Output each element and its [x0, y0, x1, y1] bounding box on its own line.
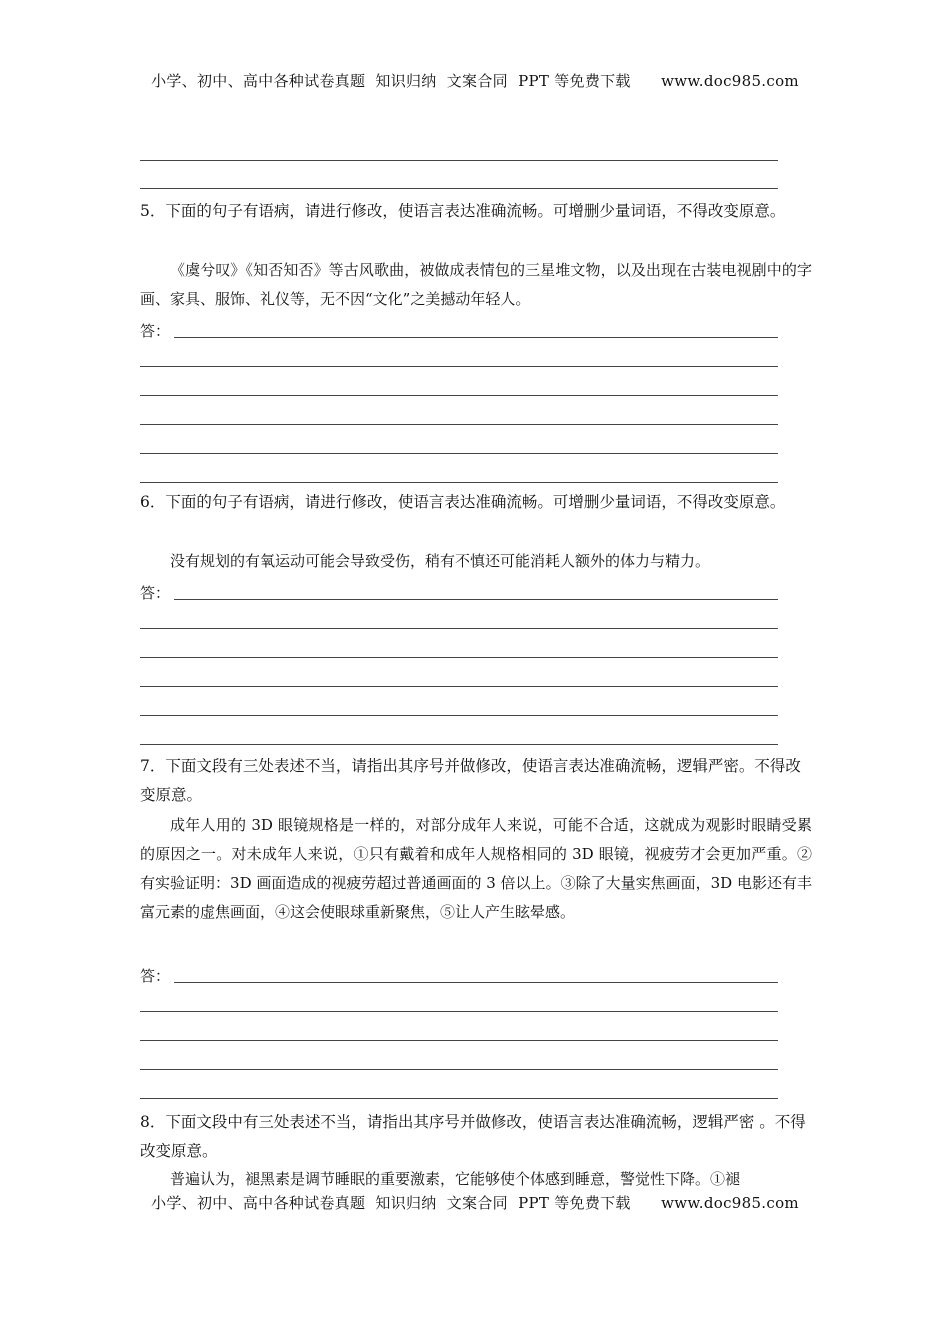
question-7-passage: 成年人用的 3D 眼镜规格是一样的，对部分成年人来说，可能不合适，这就成为观影时眼睛受累的原因之一。对未成年人来说，①只有戴着和成年人规格相同的 3D 眼镜，视疲劳才会更加严重。②有实验证明：3D 画面造成的视疲劳超过普通画面的 3 倍以上。③除了大量实焦画面，3D 电影还有丰富元素的虚焦画面，④这会使眼球重新聚焦，⑤让人产生眩晕感。 [140, 816, 812, 921]
answer-line [140, 366, 778, 367]
answer-line [140, 1069, 778, 1070]
answer-line [140, 453, 778, 454]
question-5-prompt: 5．下面的句子有语病，请进行修改，使语言表达准确流畅。可增删少量词语，不得改变原意。 [140, 202, 786, 220]
answer-line [140, 160, 778, 161]
answer-line [140, 482, 778, 483]
answer-line [174, 982, 778, 983]
question-6-prompt: 6．下面的句子有语病，请进行修改，使语言表达准确流畅。可增删少量词语，不得改变原意。 [140, 493, 786, 511]
answer-line [140, 1040, 778, 1041]
answer-line [174, 337, 778, 338]
answer-line [174, 599, 778, 600]
question-8-passage: 普遍认为，褪黑素是调节睡眠的重要激素，它能够使个体感到睡意，警觉性下降。①褪 [170, 1170, 741, 1188]
question-5-passage: 《虞兮叹》《知否知否》等古风歌曲，被做成表情包的三星堆文物，以及出现在古装电视剧中的字画、家具、服饰、礼仪等，无不因“文化”之美撼动年轻人。 [140, 261, 812, 308]
question-6-answer-label: 答： [140, 584, 171, 602]
answer-line [140, 657, 778, 658]
question-6-passage: 没有规划的有氧运动可能会导致受伤，稍有不慎还可能消耗人额外的体力与精力。 [170, 552, 711, 570]
page-header: 小学、初中、高中各种试卷真题 知识归纳 文案合同 PPT 等免费下载 www.doc985.com [151, 72, 799, 90]
answer-line [140, 424, 778, 425]
answer-line [140, 188, 778, 189]
answer-line [140, 1098, 778, 1099]
answer-line [140, 686, 778, 687]
answer-line [140, 715, 778, 716]
question-5-answer-label: 答： [140, 322, 171, 340]
answer-line [140, 395, 778, 396]
question-7-prompt: 7．下面文段有三处表述不当，请指出其序号并做修改，使语言表达准确流畅，逻辑严密。不得改变原意。 [140, 757, 801, 804]
question-7-answer-label: 答： [140, 967, 171, 985]
answer-line [140, 744, 778, 745]
answer-line [140, 1011, 778, 1012]
page-footer: 小学、初中、高中各种试卷真题 知识归纳 文案合同 PPT 等免费下载 www.doc985.com [151, 1194, 799, 1212]
answer-line [140, 628, 778, 629]
question-8-prompt: 8．下面文段中有三处表述不当，请指出其序号并做修改，使语言表达准确流畅，逻辑严密 。不得改变原意。 [140, 1113, 806, 1160]
